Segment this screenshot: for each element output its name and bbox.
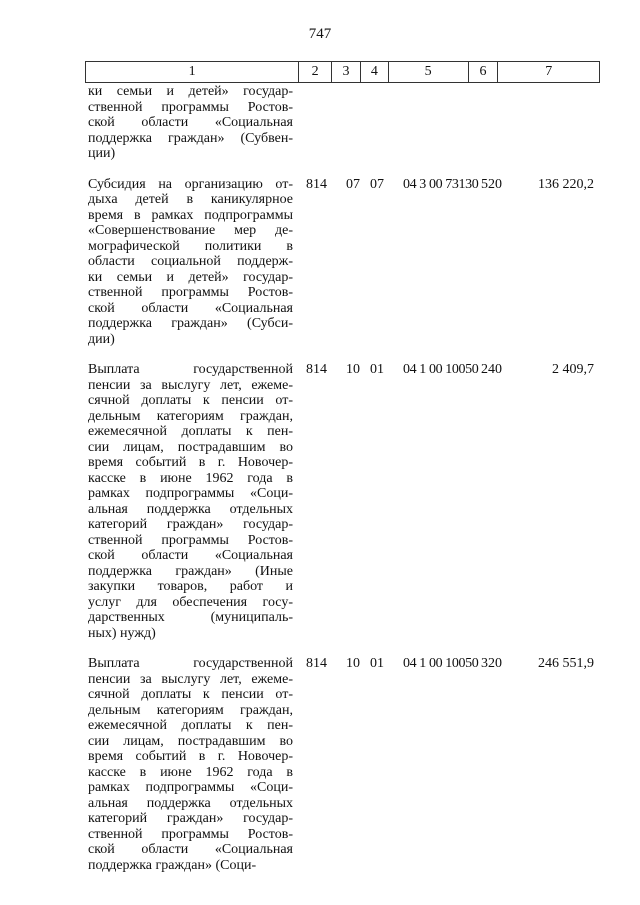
target-article-code: 04 1 00 10050 bbox=[403, 656, 479, 671]
subsection-code: 01 bbox=[370, 656, 384, 671]
header-col-3: 3 bbox=[332, 62, 361, 82]
description-line: дельным категориям граждан, bbox=[88, 408, 293, 424]
description-line: области социальной поддерж- bbox=[88, 254, 293, 269]
description-line: ки семьи и детей» государ- bbox=[88, 84, 293, 99]
description-line: рамках подпрограммы «Соци- bbox=[88, 780, 293, 795]
description-line: ежемесячной доплаты к пен- bbox=[88, 424, 293, 439]
table-header bbox=[85, 61, 600, 83]
description-line: дыха детей в каникулярное bbox=[88, 192, 293, 207]
row-spacer bbox=[88, 641, 600, 656]
description-line: поддержка граждан» (Иные bbox=[88, 563, 293, 579]
admin-code: 814 bbox=[306, 656, 327, 671]
description-line: рамках подпрограммы «Соци- bbox=[88, 486, 293, 501]
description-line: ственной программы Ростов- bbox=[88, 532, 293, 548]
amount: 2 409,7 bbox=[552, 362, 594, 377]
description-line: альная поддержка отдельных bbox=[88, 795, 293, 811]
description-line: касске в июне 1962 года в bbox=[88, 764, 293, 780]
description-line: поддержка граждан» (Субвен- bbox=[88, 130, 293, 146]
description-line: ственной программы Ростов- bbox=[88, 99, 293, 115]
description-line: альная поддержка отдельных bbox=[88, 501, 293, 517]
description-line: сячной доплаты к пенсии от- bbox=[88, 687, 293, 702]
description-line: поддержка граждан» (Субси- bbox=[88, 316, 293, 331]
description-line: Субсидия на организацию от- bbox=[88, 176, 293, 192]
description-line: ки семьи и детей» государ- bbox=[88, 269, 293, 285]
row-spacer bbox=[88, 162, 600, 177]
admin-code: 814 bbox=[306, 362, 327, 377]
amount: 136 220,2 bbox=[538, 176, 594, 192]
table-row bbox=[88, 656, 600, 873]
target-article-code: 04 3 00 73130 bbox=[403, 176, 479, 192]
header-col-1: 1 bbox=[86, 62, 299, 82]
description-line: пенсии за выслугу лет, ежеме- bbox=[88, 377, 293, 393]
amount: 246 551,9 bbox=[538, 656, 594, 671]
description-line: дарственных (муниципаль- bbox=[88, 610, 293, 625]
description-line: ской области «Социальная bbox=[88, 115, 293, 130]
row-description bbox=[88, 177, 293, 348]
header-col-5: 5 bbox=[389, 62, 469, 82]
description-line: дельным категориям граждан, bbox=[88, 702, 293, 718]
section-code: 10 bbox=[346, 656, 360, 671]
description-line: ежемесячной доплаты к пен- bbox=[88, 718, 293, 733]
expense-type-code: 520 bbox=[481, 176, 502, 192]
description-line: время в рамках подпрограммы bbox=[88, 207, 293, 223]
description-line: время событий в г. Новочер- bbox=[88, 749, 293, 764]
description-line: ственной программы Ростов- bbox=[88, 826, 293, 842]
description-line: сии лицам, пострадавшим во bbox=[88, 439, 293, 455]
header-col-6: 6 bbox=[469, 62, 499, 82]
description-line: пенсии за выслугу лет, ежеме- bbox=[88, 671, 293, 687]
description-line: мографической политики в bbox=[88, 238, 293, 254]
description-line: ственной программы Ростов- bbox=[88, 285, 293, 300]
subsection-code: 01 bbox=[370, 362, 384, 377]
section-code: 07 bbox=[346, 176, 360, 192]
description-line: «Совершенствование мер де- bbox=[88, 223, 293, 238]
row-description bbox=[88, 362, 293, 641]
row-spacer bbox=[88, 347, 600, 362]
table-row bbox=[88, 84, 600, 162]
target-article-code: 04 1 00 10050 bbox=[403, 362, 479, 377]
table-body bbox=[88, 84, 600, 873]
page-number: 747 bbox=[308, 26, 332, 42]
description-line: ской области «Социальная bbox=[88, 548, 293, 563]
row-description bbox=[88, 84, 293, 162]
description-line: поддержка граждан» (Соци- bbox=[88, 857, 257, 873]
header-col-2: 2 bbox=[299, 62, 332, 82]
expense-type-code: 240 bbox=[481, 362, 502, 377]
description-line: ных) нужд) bbox=[88, 625, 156, 641]
description-line: ции) bbox=[88, 146, 116, 161]
header-col-4: 4 bbox=[361, 62, 389, 82]
description-line: Выплата государственной bbox=[88, 362, 293, 377]
section-code: 10 bbox=[346, 362, 360, 377]
description-line: время событий в г. Новочер- bbox=[88, 455, 293, 470]
header-col-7: 7 bbox=[545, 64, 553, 79]
description-line: дии) bbox=[88, 331, 115, 347]
description-line: сячной доплаты к пенсии от- bbox=[88, 393, 293, 408]
admin-code: 814 bbox=[306, 176, 327, 192]
table-row bbox=[88, 362, 600, 641]
description-line: категорий граждан» государ- bbox=[88, 811, 293, 826]
description-line: касске в июне 1962 года в bbox=[88, 470, 293, 486]
row-description bbox=[88, 656, 293, 873]
description-line: ской области «Социальная bbox=[88, 842, 293, 857]
table-row bbox=[88, 177, 600, 348]
description-line: сии лицам, пострадавшим во bbox=[88, 733, 293, 749]
description-line: категорий граждан» государ- bbox=[88, 517, 293, 532]
expense-type-code: 320 bbox=[481, 656, 502, 671]
description-line: услуг для обеспечения госу- bbox=[88, 594, 293, 610]
description-line: Выплата государственной bbox=[88, 656, 293, 671]
subsection-code: 07 bbox=[370, 176, 384, 192]
description-line: закупки товаров, работ и bbox=[88, 579, 293, 594]
description-line: ской области «Социальная bbox=[88, 300, 293, 316]
